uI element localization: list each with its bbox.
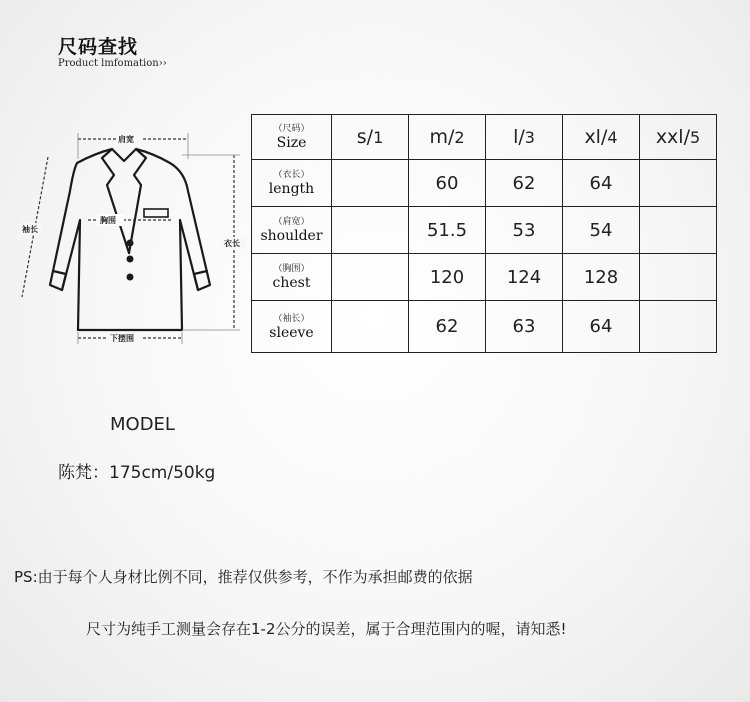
measurement-note: 尺寸为纯手工测量会存在1-2公分的误差，属于合理范围内的喔，请知悉! — [86, 620, 567, 638]
table-cell — [640, 207, 717, 254]
row-label-cell — [252, 207, 332, 254]
row-label-cn: （肩宽） — [273, 217, 310, 227]
size-column-header — [332, 115, 409, 160]
row-label-cell — [252, 160, 332, 207]
table-row-length — [252, 160, 717, 207]
size-letter: s/ — [356, 126, 374, 148]
size-letter: xl/ — [584, 126, 608, 148]
table-cell: 60 — [409, 160, 486, 207]
size-column-header — [563, 115, 640, 160]
row-label-en: sleeve — [269, 324, 314, 341]
table-cell — [640, 254, 717, 301]
table-cell: 64 — [563, 160, 640, 207]
table-row-chest — [252, 254, 717, 301]
table-cell: 124 — [486, 254, 563, 301]
table-row-sleeve — [252, 301, 717, 353]
page-subtitle: Product lmfomation›› — [58, 58, 167, 69]
size-label-cell — [252, 115, 332, 160]
table-cell: 128 — [563, 254, 640, 301]
row-label-cn: （胸围） — [273, 264, 310, 274]
size-column-header — [486, 115, 563, 160]
table-cell — [332, 301, 409, 353]
row-label-en: chest — [272, 275, 311, 291]
table-cell: 54 — [563, 207, 640, 254]
page-title: 尺码查找 — [58, 36, 139, 58]
row-label-cn: （袖长） — [273, 313, 310, 324]
table-cell — [332, 254, 409, 301]
table-cell: 63 — [486, 301, 563, 353]
shoulder-label: 肩宽 — [118, 135, 134, 144]
size-number: 4 — [607, 128, 618, 147]
model-info: 陈梵：175cm/50kg — [58, 463, 216, 483]
row-label-cell — [252, 254, 332, 301]
size-number: 2 — [454, 128, 465, 147]
row-label-en: length — [268, 181, 315, 197]
table-cell: 62 — [486, 160, 563, 207]
size-label-cn: （尺码） — [273, 124, 310, 134]
size-table — [251, 114, 717, 353]
table-cell — [332, 207, 409, 254]
table-cell — [332, 160, 409, 207]
model-title: MODEL — [110, 414, 175, 435]
table-cell — [640, 160, 717, 207]
table-header-row — [252, 115, 717, 160]
row-label-en: shoulder — [260, 228, 323, 244]
table-cell: 62 — [409, 301, 486, 353]
size-column-header — [409, 115, 486, 160]
hem-label: 下摆围 — [110, 334, 134, 343]
table-cell: 53 — [486, 207, 563, 254]
size-number: 3 — [524, 128, 535, 147]
size-column-header — [640, 115, 717, 160]
size-letter: m/ — [429, 126, 455, 148]
size-letter: l/ — [513, 126, 525, 148]
table-cell: 51.5 — [409, 207, 486, 254]
jacket-illustration — [12, 125, 248, 350]
size-label-en: Size — [276, 135, 307, 151]
table-cell: 64 — [563, 301, 640, 353]
size-number: 5 — [689, 128, 701, 147]
garment-diagram — [12, 125, 248, 350]
chest-label: 胸围 — [100, 216, 116, 225]
table-cell: 120 — [409, 254, 486, 301]
row-label-cn: （衣长） — [273, 170, 310, 180]
size-number: 1 — [373, 128, 384, 147]
table-row-shoulder — [252, 207, 717, 254]
size-letter: xxl/ — [655, 126, 690, 148]
sleeve-label: 袖长 — [22, 225, 38, 234]
length-label: 衣长 — [224, 239, 240, 248]
table-cell — [640, 301, 717, 353]
row-label-cell — [252, 301, 332, 353]
ps-note: PS:由于每个人身材比例不同，推荐仅供参考，不作为承担邮费的依据 — [14, 568, 473, 586]
